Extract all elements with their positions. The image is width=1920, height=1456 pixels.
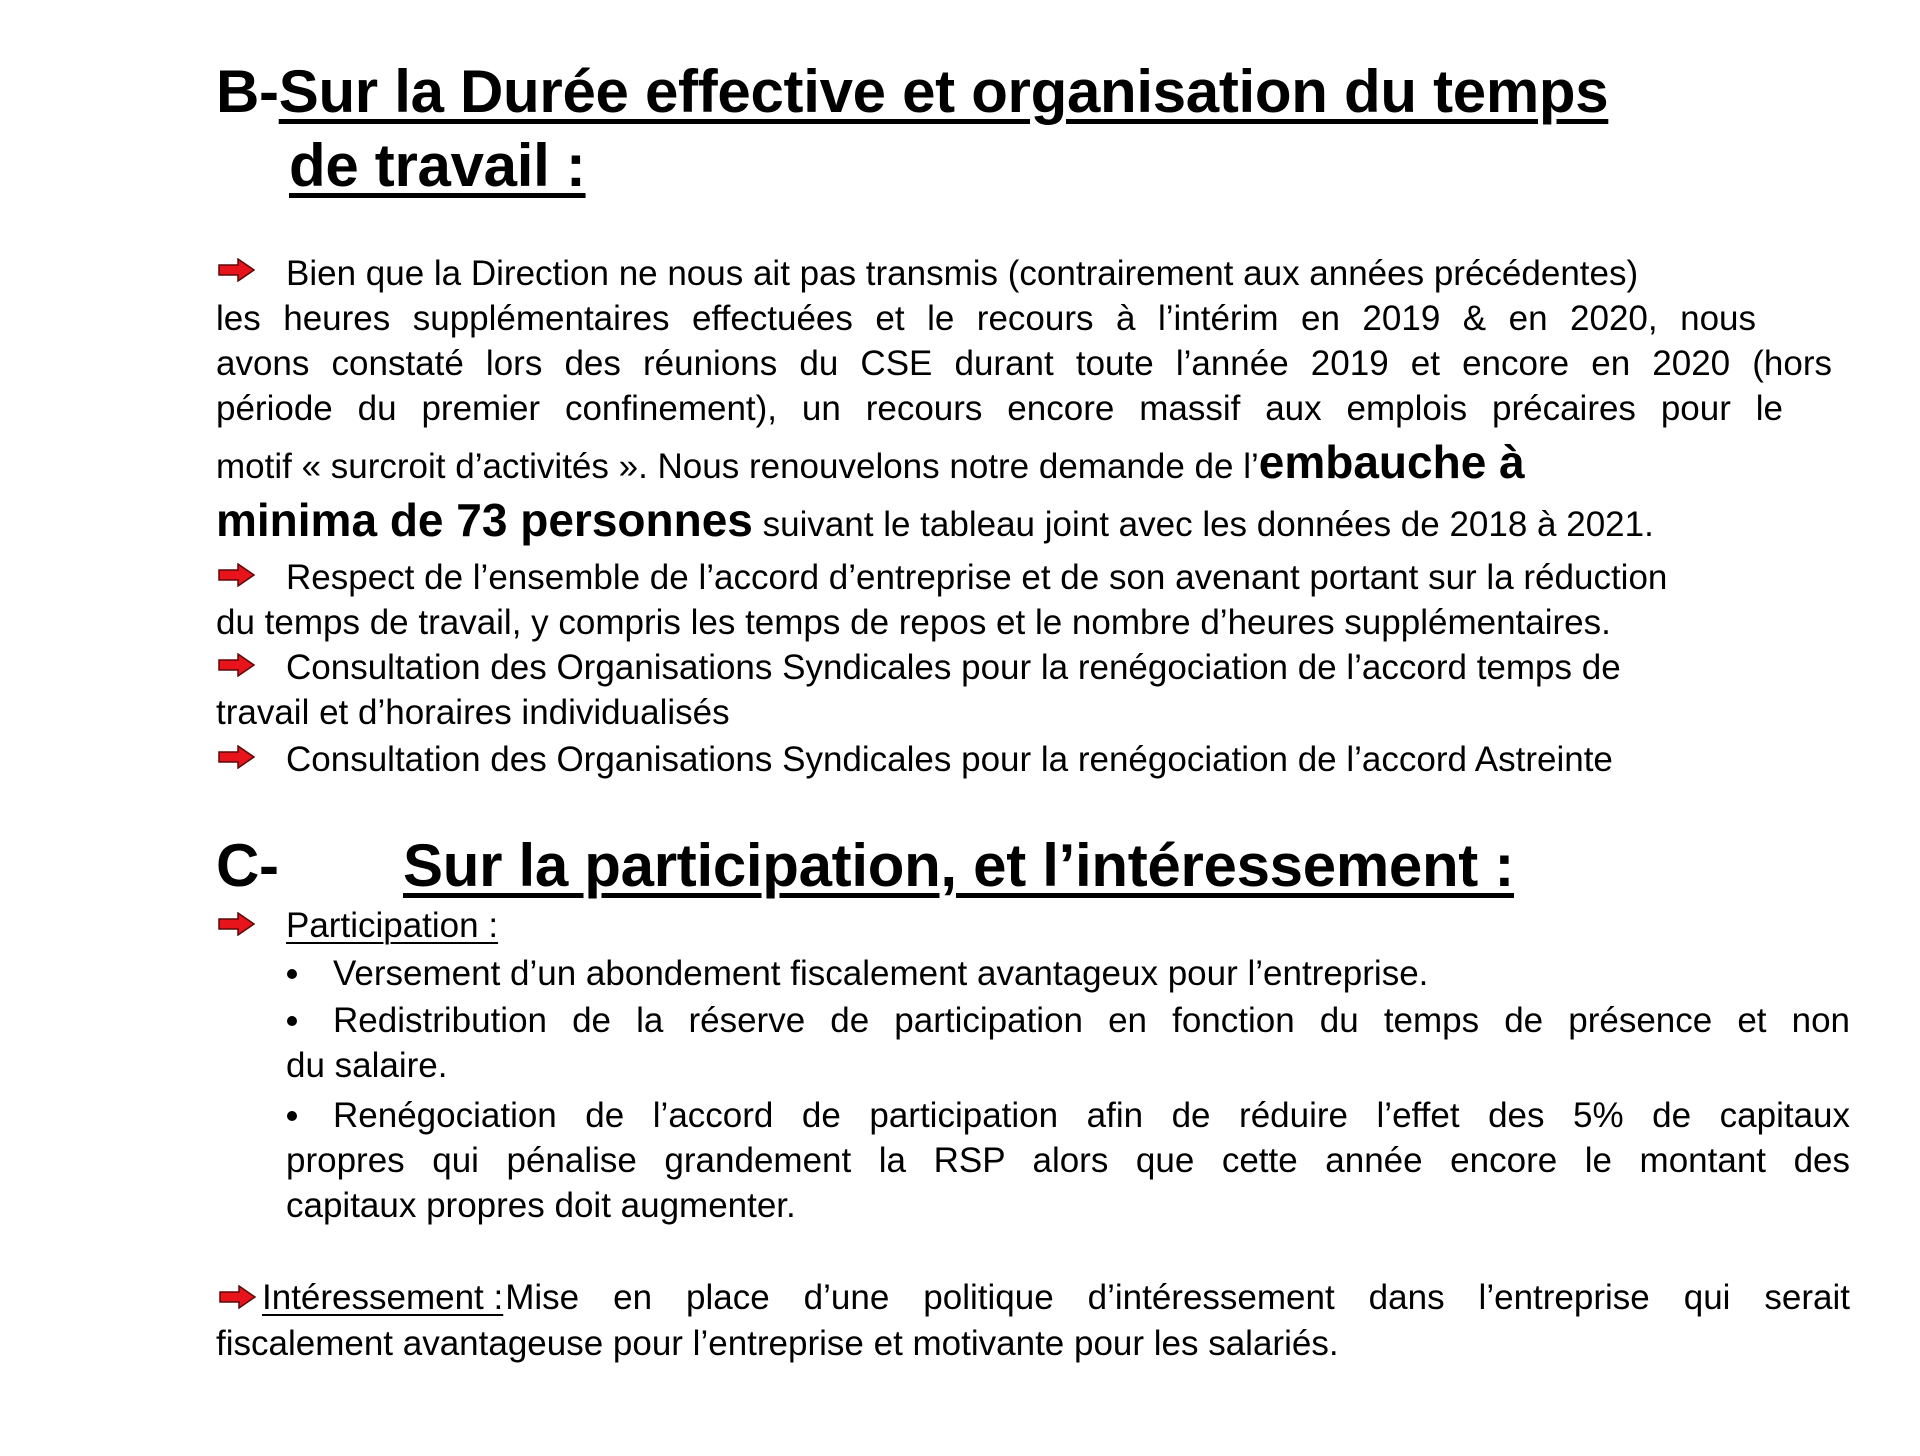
- participation-bullet-1-line1: Versement d’un abondement fiscalement avantageux pour l’entreprise.: [333, 954, 1429, 993]
- section-b-heading-line2: [289, 130, 586, 202]
- para2-line1: Respect de l’ensemble de l’accord d’entreprise et de son avenant portant sur la réduction: [286, 558, 1668, 597]
- section-b-title-line2: de travail :: [289, 132, 586, 199]
- participation-bullet-3-line3: capitaux propres doit augmenter.: [286, 1186, 796, 1225]
- bullet-dot-icon: [287, 969, 297, 979]
- section-c-title: Sur la participation, et l’intéressement :: [403, 832, 1515, 899]
- participation-bullet-3-line2: propres qui pénalise grandement la RSP alors que cette année encore le montant des: [286, 1141, 1850, 1180]
- para1-emphasis-1: embauche à: [1258, 436, 1525, 488]
- right-arrow-icon: [218, 653, 256, 677]
- para1-line5: [216, 436, 1525, 489]
- para1-line3: avons constaté lors des réunions du CSE durant toute l’année 2019 et encore en 2020 (hors: [216, 344, 1832, 383]
- participation-bullet-2-line2: du salaire.: [286, 1046, 448, 1085]
- para2-line2: du temps de travail, y compris les temps de repos et le nombre d’heures supplémentaires.: [216, 603, 1611, 642]
- right-arrow-icon: [216, 1285, 260, 1309]
- bullet-dot-icon: [287, 1016, 297, 1026]
- right-arrow-icon: [218, 912, 256, 936]
- participation-label: Participation :: [286, 906, 499, 945]
- interessement-line2: fiscalement avantageuse pour l’entreprise et motivante pour les salariés.: [216, 1324, 1339, 1363]
- para1-line1: Bien que la Direction ne nous ait pas transmis (contrairement aux années précédentes): [286, 254, 1639, 293]
- interessement-text-line1: Mise en place d’une politique d’intéressement dans l’entreprise qui serait: [505, 1278, 1850, 1317]
- section-c-heading: [216, 830, 1514, 902]
- section-b-prefix: B-: [216, 58, 279, 125]
- section-c-heading-text: [216, 832, 1514, 899]
- participation-bullet-2-line1: Redistribution de la réserve de participation en fonction du temps de présence et non: [333, 1001, 1850, 1040]
- section-b-heading: [216, 56, 1608, 128]
- interessement-line1: [262, 1275, 1850, 1320]
- section-b-title-line1: Sur la Durée effective et organisation du temps: [278, 58, 1609, 125]
- participation-bullet-3-line1: Renégociation de l’accord de participation afin de réduire l’effet des 5% de capitaux: [333, 1096, 1850, 1135]
- para3-line1: Consultation des Organisations Syndicales pour la renégociation de l’accord temps de: [286, 648, 1621, 687]
- right-arrow-icon: [218, 563, 256, 587]
- para4-line1: Consultation des Organisations Syndicales pour la renégociation de l’accord Astreinte: [286, 740, 1613, 779]
- para1-line6-text: suivant le tableau joint avec les données de 2018 à 2021.: [752, 505, 1654, 544]
- para1-emphasis-2: minima de 73 personnes: [216, 494, 753, 546]
- bullet-dot-icon: [287, 1111, 297, 1121]
- section-c-prefix: C-: [216, 832, 279, 899]
- para1-line6: [216, 494, 1654, 547]
- right-arrow-icon: [218, 258, 256, 282]
- para1-line2: les heures supplémentaires effectuées et le recours à l’intérim en 2019 & en 2020, nous: [216, 299, 1756, 338]
- right-arrow-icon: [218, 745, 256, 769]
- para1-line4: période du premier confinement), un recours encore massif aux emplois précaires pour le: [216, 389, 1783, 428]
- para1-line5-text: motif « surcroit d’activités ». Nous renouvelons notre demande de l’: [216, 447, 1259, 486]
- para3-line2: travail et d’horaires individualisés: [216, 693, 730, 732]
- interessement-label: Intéressement :: [262, 1278, 504, 1317]
